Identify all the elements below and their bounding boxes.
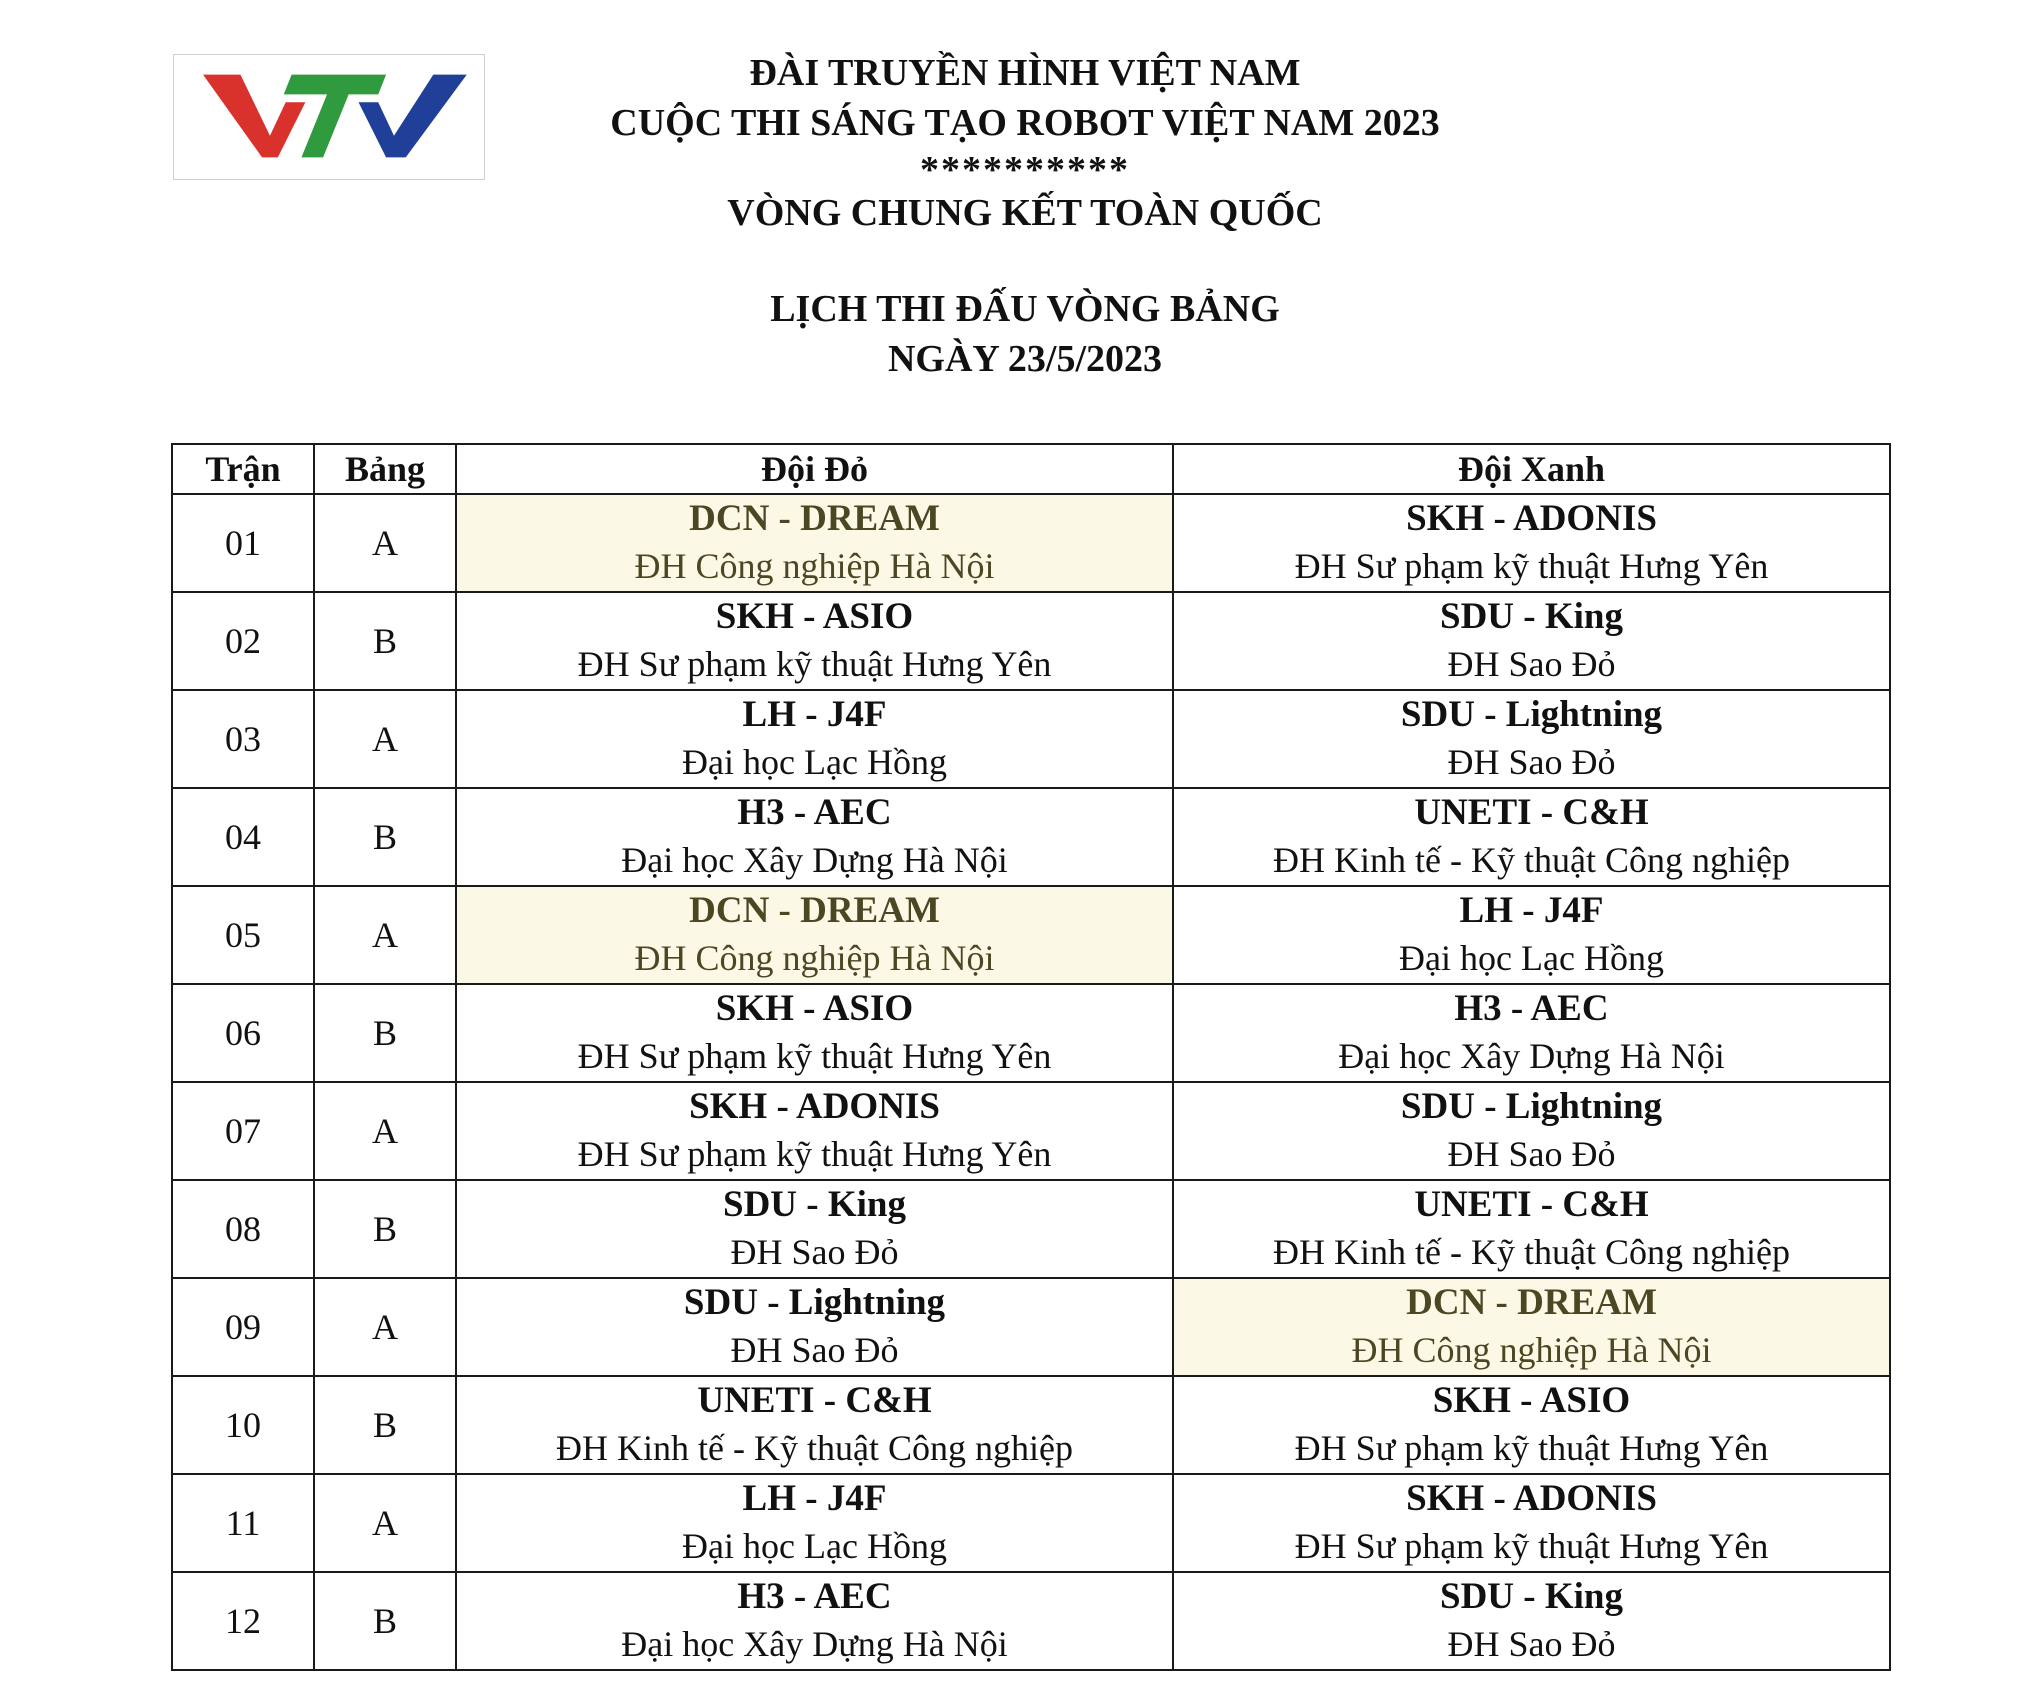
divider-stars: **********: [920, 149, 1130, 191]
red-team-school: Đại học Xây Dựng Hà Nội: [621, 1624, 1008, 1664]
broadcaster-title: ĐÀI TRUYỀN HÌNH VIỆT NAM: [749, 52, 1301, 94]
match-number: 12: [172, 1572, 314, 1670]
group-letter: B: [314, 984, 456, 1082]
group-letter: A: [314, 1474, 456, 1572]
group-letter: A: [314, 690, 456, 788]
blue-team-cell: [1173, 1278, 1890, 1376]
blue-team-school: ĐH Sư phạm kỹ thuật Hưng Yên: [1294, 546, 1769, 586]
red-team-school: ĐH Sư phạm kỹ thuật Hưng Yên: [577, 1036, 1052, 1076]
red-team-cell: [456, 886, 1173, 984]
round-title: VÒNG CHUNG KẾT TOÀN QUỐC: [727, 192, 1323, 234]
match-number: 09: [172, 1278, 314, 1376]
red-team-school: Đại học Lạc Hồng: [682, 742, 947, 782]
table-row: [172, 592, 1890, 690]
blue-team-school: ĐH Kinh tế - Kỹ thuật Công nghiệp: [1273, 1232, 1790, 1272]
blue-team-cell: [1173, 690, 1890, 788]
blue-team-school: ĐH Sao Đỏ: [1447, 742, 1616, 782]
red-team-school: ĐH Sư phạm kỹ thuật Hưng Yên: [577, 644, 1052, 684]
blue-team-cell: [1173, 788, 1890, 886]
blue-team-name: SDU - Lightning: [1400, 1086, 1663, 1127]
group-letter: A: [314, 1082, 456, 1180]
red-team-cell: [456, 984, 1173, 1082]
red-team-name: SDU - King: [723, 1184, 906, 1225]
red-team-school: ĐH Công nghiệp Hà Nội: [634, 546, 995, 586]
blue-team-cell: [1173, 1572, 1890, 1670]
red-team-cell: [456, 690, 1173, 788]
blue-team-cell: [1173, 984, 1890, 1082]
col-header-match: Trận: [172, 444, 314, 494]
group-letter: A: [314, 886, 456, 984]
blue-team-school: ĐH Sao Đỏ: [1447, 1134, 1616, 1174]
red-team-school: ĐH Sao Đỏ: [730, 1330, 899, 1370]
table-header-row: [172, 444, 1890, 494]
red-team-cell: [456, 1082, 1173, 1180]
blue-team-name: SDU - King: [1440, 1576, 1623, 1617]
blue-team-name: LH - J4F: [1459, 890, 1604, 931]
red-team-cell: [456, 1572, 1173, 1670]
blue-team-school: ĐH Sao Đỏ: [1447, 644, 1616, 684]
group-letter: B: [314, 1180, 456, 1278]
blue-team-school: Đại học Lạc Hồng: [1399, 938, 1664, 978]
vtv-logo: [173, 54, 485, 180]
blue-team-name: SKH - ADONIS: [1406, 498, 1657, 539]
red-team-name: H3 - AEC: [737, 1576, 892, 1617]
group-letter: B: [314, 1376, 456, 1474]
table-row: [172, 984, 1890, 1082]
blue-team-name: SDU - King: [1440, 596, 1623, 637]
blue-team-school: Đại học Xây Dựng Hà Nội: [1338, 1036, 1725, 1076]
red-team-name: SKH - ASIO: [715, 596, 914, 637]
blue-team-cell: [1173, 1180, 1890, 1278]
blue-team-school: ĐH Công nghiệp Hà Nội: [1351, 1330, 1712, 1370]
match-number: 04: [172, 788, 314, 886]
group-letter: A: [314, 1278, 456, 1376]
blue-team-school: ĐH Sư phạm kỹ thuật Hưng Yên: [1294, 1526, 1769, 1566]
blue-team-name: SKH - ADONIS: [1406, 1478, 1657, 1519]
blue-team-cell: [1173, 1474, 1890, 1572]
group-letter: B: [314, 592, 456, 690]
blue-team-cell: [1173, 494, 1890, 592]
match-number: 11: [172, 1474, 314, 1572]
table-row: [172, 1572, 1890, 1670]
red-team-name: UNETI - C&H: [697, 1380, 932, 1421]
red-team-name: LH - J4F: [742, 694, 887, 735]
red-team-school: ĐH Kinh tế - Kỹ thuật Công nghiệp: [556, 1428, 1073, 1468]
blue-team-name: UNETI - C&H: [1414, 792, 1649, 833]
blue-team-name: SDU - Lightning: [1400, 694, 1663, 735]
match-number: 08: [172, 1180, 314, 1278]
red-team-name: H3 - AEC: [737, 792, 892, 833]
document-header: [520, 48, 1530, 384]
red-team-cell: [456, 1474, 1173, 1572]
red-team-cell: [456, 494, 1173, 592]
group-letter: B: [314, 788, 456, 886]
match-number: 01: [172, 494, 314, 592]
match-number: 10: [172, 1376, 314, 1474]
red-team-cell: [456, 592, 1173, 690]
table-row: [172, 1082, 1890, 1180]
red-team-cell: [456, 1376, 1173, 1474]
table-row: [172, 1474, 1890, 1572]
table-row: [172, 788, 1890, 886]
col-header-group: Bảng: [314, 444, 456, 494]
blue-team-school: ĐH Kinh tế - Kỹ thuật Công nghiệp: [1273, 840, 1790, 880]
match-number: 03: [172, 690, 314, 788]
spacer: [520, 238, 1530, 284]
red-team-name: LH - J4F: [742, 1478, 887, 1519]
table-row: [172, 886, 1890, 984]
blue-team-name: DCN - DREAM: [1406, 1282, 1657, 1323]
red-team-school: ĐH Công nghiệp Hà Nội: [634, 938, 995, 978]
blue-team-school: ĐH Sư phạm kỹ thuật Hưng Yên: [1294, 1428, 1769, 1468]
red-team-name: DCN - DREAM: [689, 890, 940, 931]
schedule-table: [171, 443, 1891, 1671]
table-row: [172, 690, 1890, 788]
match-number: 05: [172, 886, 314, 984]
group-letter: B: [314, 1572, 456, 1670]
schedule-date: NGÀY 23/5/2023: [887, 338, 1163, 380]
col-header-blue-team: Đội Xanh: [1173, 444, 1890, 494]
blue-team-name: SKH - ASIO: [1432, 1380, 1631, 1421]
blue-team-cell: [1173, 886, 1890, 984]
schedule-title: LỊCH THI ĐẤU VÒNG BẢNG: [770, 288, 1280, 330]
blue-team-school: ĐH Sao Đỏ: [1447, 1624, 1616, 1664]
red-team-cell: [456, 788, 1173, 886]
red-team-school: ĐH Sư phạm kỹ thuật Hưng Yên: [577, 1134, 1052, 1174]
red-team-name: DCN - DREAM: [689, 498, 940, 539]
blue-team-cell: [1173, 1082, 1890, 1180]
match-number: 07: [172, 1082, 314, 1180]
table-row: [172, 494, 1890, 592]
table-row: [172, 1180, 1890, 1278]
red-team-name: SKH - ASIO: [715, 988, 914, 1029]
red-team-cell: [456, 1180, 1173, 1278]
red-team-school: Đại học Lạc Hồng: [682, 1526, 947, 1566]
blue-team-cell: [1173, 1376, 1890, 1474]
red-team-name: SKH - ADONIS: [689, 1086, 940, 1127]
table-row: [172, 1278, 1890, 1376]
match-number: 02: [172, 592, 314, 690]
match-number: 06: [172, 984, 314, 1082]
blue-team-name: H3 - AEC: [1454, 988, 1609, 1029]
blue-team-name: UNETI - C&H: [1414, 1184, 1649, 1225]
group-letter: A: [314, 494, 456, 592]
red-team-name: SDU - Lightning: [683, 1282, 946, 1323]
red-team-school: ĐH Sao Đỏ: [730, 1232, 899, 1272]
blue-team-cell: [1173, 592, 1890, 690]
red-team-school: Đại học Xây Dựng Hà Nội: [621, 840, 1008, 880]
contest-title: CUỘC THI SÁNG TẠO ROBOT VIỆT NAM 2023: [610, 102, 1440, 144]
red-team-cell: [456, 1278, 1173, 1376]
table-row: [172, 1376, 1890, 1474]
col-header-red-team: Đội Đỏ: [456, 444, 1173, 494]
